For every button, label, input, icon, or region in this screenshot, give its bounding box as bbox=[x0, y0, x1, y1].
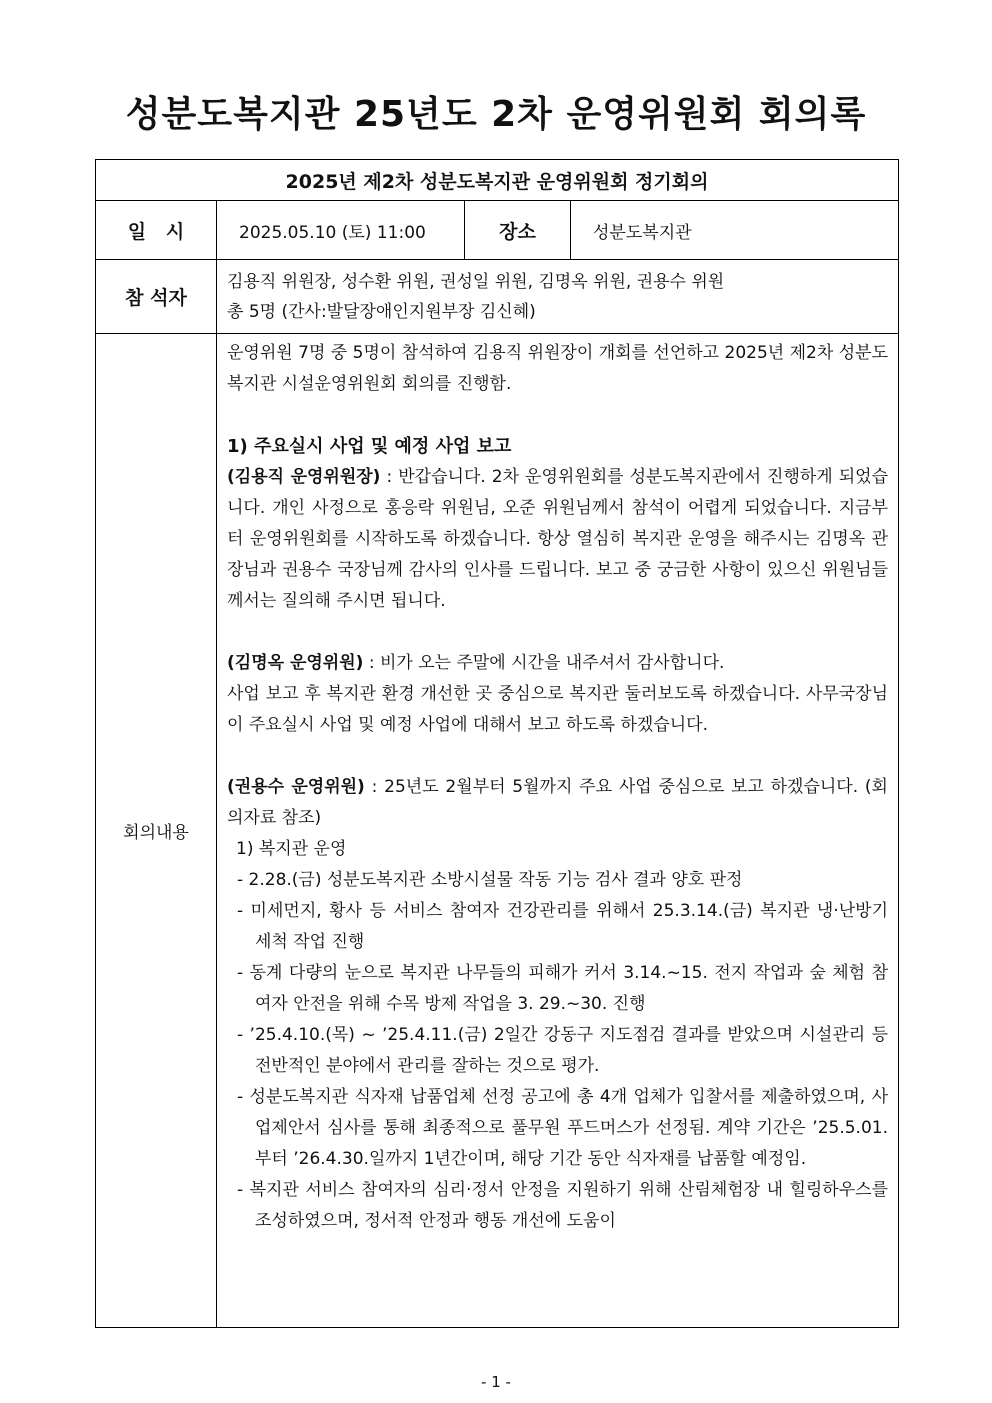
speaker1-text: : 반갑습니다. 2차 운영위원회를 성분도복지관에서 진행하게 되었습니다. 개인 사정으로 홍응락 위원님, 오준 위원님께서 참석이 어렵게 되었습니다. 지금부터 운영위원회를 시작하도록 하겠습니다. 항상 열심히 복지관 운영을 해주시는 김명옥 관장님과 권용수 국장님께 감사의 인사를 드립니다. 보고 중 궁금한 사항이 있으신 위원님들께서는 질의해 주시면 됩니다. bbox=[227, 467, 888, 611]
page-number: - 1 - bbox=[481, 1373, 511, 1391]
document-title: 성분도복지관 25년도 2차 운영위원회 회의록 bbox=[125, 94, 867, 135]
content-label: 회의내용 bbox=[96, 334, 217, 1328]
attendees-list: 김용직 위원장, 성수환 위원, 권성일 위원, 김명옥 위원, 권용수 위원 bbox=[227, 271, 725, 292]
speaker3-text: : 25년도 2월부터 5월까지 주요 사업 중심으로 보고 하겠습니다. (회의자료 참조) bbox=[227, 777, 888, 828]
speaker2-text: : 비가 오는 주말에 시간을 내주셔서 감사합니다. bbox=[363, 653, 725, 673]
speaker2-name: (김명옥 운영위원) bbox=[227, 653, 364, 673]
speaker1-paragraph bbox=[227, 462, 888, 617]
bullet-item: - 성분도복지관 식자재 납품업체 선정 공고에 총 4개 업체가 입찰서를 제출하였으며, 사업제안서 심사를 통해 최종적으로 풀무원 푸드머스가 선정됨. 계약 기간은 ’25.5.01.부터 ’26.4.30.일까지 1년간이며, 해당 기간 동안 식자재를 납품할 예정임. bbox=[237, 1087, 888, 1169]
sub-heading: 1) 복지관 운영 bbox=[236, 839, 347, 859]
speaker3-name: (권용수 운영위원) bbox=[227, 777, 365, 797]
speaker2-paragraph bbox=[227, 648, 888, 679]
meeting-content bbox=[217, 334, 898, 1237]
date-label: 일 시 bbox=[96, 201, 217, 260]
content-cell bbox=[217, 334, 899, 1328]
bullet-item: - 복지관 서비스 참여자의 심리·정서 안정을 지원하기 위해 산림체험장 내 힐링하우스를 조성하였으며, 정서적 안정과 행동 개선에 도움이 bbox=[237, 1180, 888, 1231]
bullet-item: - 미세먼지, 황사 등 서비스 참여자 건강관리를 위해서 25.3.14.(금) 복지관 냉·난방기 세척 작업 진행 bbox=[237, 901, 888, 952]
speaker2-paragraph-2: 사업 보고 후 복지관 환경 개선한 곳 중심으로 복지관 둘러보도록 하겠습니다. 사무국장님이 주요실시 사업 및 예정 사업에 대해서 보고 하도록 하겠습니다. bbox=[227, 684, 888, 735]
meeting-name: 2025년 제2차 성분도복지관 운영위원회 정기회의 bbox=[96, 160, 899, 201]
speaker3-paragraph bbox=[227, 772, 888, 834]
bullet-item: - ’25.4.10.(목) ~ ’25.4.11.(금) 2일간 강동구 지도점검 결과를 받았으며 시설관리 등 전반적인 분야에서 관리를 잘하는 것으로 평가. bbox=[237, 1025, 888, 1076]
speaker1-name: (김용직 운영위원장) bbox=[227, 467, 381, 487]
place-label: 장소 bbox=[465, 201, 571, 260]
date-value: 2025.05.10 (토) 11:00 bbox=[217, 201, 465, 260]
bullet-item: - 2.28.(금) 성분도복지관 소방시설물 작동 기능 검사 결과 양호 판정 bbox=[237, 870, 743, 890]
minutes-table bbox=[95, 159, 899, 1328]
bullet-item: - 동계 다량의 눈으로 복지관 나무들의 피해가 커서 3.14.~15. 전지 작업과 숲 체험 참여자 안전을 위해 수목 방제 작업을 3. 29.~30. 진행 bbox=[237, 963, 888, 1014]
attendees-cell bbox=[217, 260, 899, 334]
intro-paragraph: 운영위원 7명 중 5명이 참석하여 김용직 위원장이 개회를 선언하고 2025년 제2차 성분도복지관 시설운영위원회 회의를 진행함. bbox=[227, 343, 888, 394]
attendees-label: 참 석자 bbox=[96, 260, 217, 334]
section-heading: 1) 주요실시 사업 및 예정 사업 보고 bbox=[227, 436, 512, 457]
place-value: 성분도복지관 bbox=[571, 201, 899, 260]
attendees-total: 총 5명 (간사:발달장애인지원부장 김신혜) bbox=[227, 301, 536, 322]
